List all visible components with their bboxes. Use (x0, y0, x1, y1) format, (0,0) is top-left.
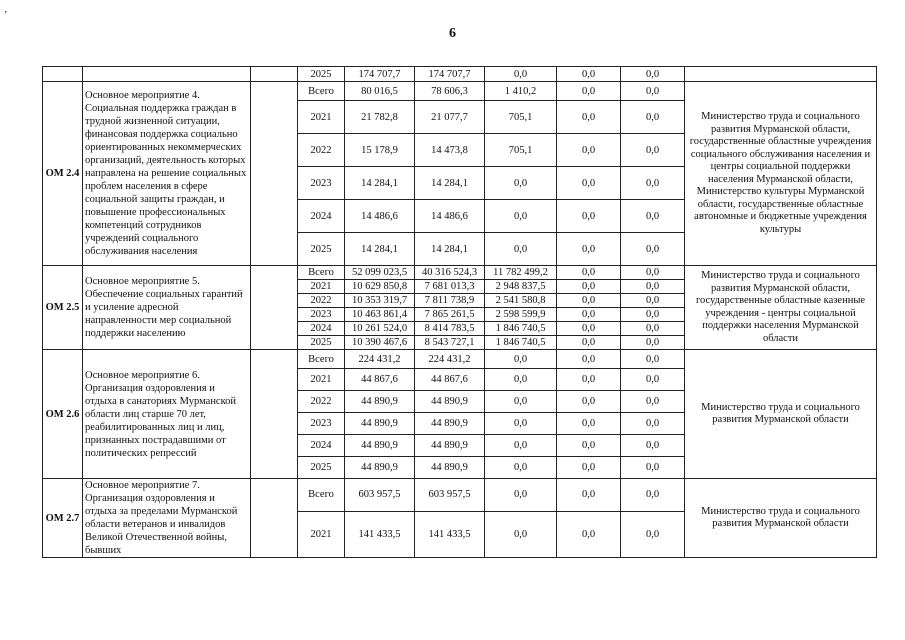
year-cell: 2021 (298, 511, 345, 557)
value-cell: 0,0 (621, 308, 685, 322)
value-cell: 603 957,5 (345, 479, 415, 512)
year-cell: 2025 (298, 67, 345, 82)
budget-table (42, 66, 877, 558)
value-cell: 7 865 261,5 (415, 308, 485, 322)
value-cell: 11 782 499,2 (485, 266, 557, 280)
value-cell: 15 178,9 (345, 134, 415, 167)
measure-code: ОМ 2.4 (43, 82, 83, 266)
year-cell: 2021 (298, 101, 345, 134)
value-cell: 0,0 (621, 457, 685, 479)
value-cell: 0,0 (557, 336, 621, 350)
value-cell: 2 598 599,9 (485, 308, 557, 322)
value-cell: 44 867,6 (415, 369, 485, 391)
value-cell: 14 486,6 (415, 200, 485, 233)
value-cell: 0,0 (621, 167, 685, 200)
value-cell: 2 541 580,8 (485, 294, 557, 308)
table-row (43, 479, 877, 512)
value-cell: 0,0 (485, 369, 557, 391)
value-cell: 14 473,8 (415, 134, 485, 167)
responsible-executor: Министерство труда и социального развития Мурманской области, государственные областные казенные учреждения - центры социальной поддержки населения Мурманской области (685, 266, 877, 350)
value-cell: 0,0 (621, 233, 685, 266)
value-cell: 0,0 (621, 413, 685, 435)
value-cell: 0,0 (557, 369, 621, 391)
responsible-cell (685, 67, 877, 82)
year-cell: 2024 (298, 435, 345, 457)
value-cell: 44 890,9 (415, 413, 485, 435)
value-cell: 7 811 738,9 (415, 294, 485, 308)
year-cell: 2022 (298, 134, 345, 167)
year-cell: 2025 (298, 233, 345, 266)
value-cell: 0,0 (557, 457, 621, 479)
value-cell: 1 846 740,5 (485, 336, 557, 350)
value-cell: 0,0 (485, 391, 557, 413)
blank-cell (251, 82, 298, 266)
value-cell: 0,0 (557, 101, 621, 134)
measure-description: Основное мероприятие 6. Организация оздоровления и отдыха в санаториях Мурманской области лиц старше 70 лет, реабилитированных лиц и лиц, признанных пострадавшими от политических репрессий (83, 350, 251, 479)
year-cell: Всего (298, 350, 345, 369)
value-cell: 174 707,7 (415, 67, 485, 82)
value-cell: 174 707,7 (345, 67, 415, 82)
value-cell: 7 681 013,3 (415, 280, 485, 294)
measure-code: ОМ 2.7 (43, 479, 83, 558)
year-cell: 2023 (298, 413, 345, 435)
year-cell: 2022 (298, 294, 345, 308)
value-cell: 0,0 (485, 413, 557, 435)
value-cell: 0,0 (557, 67, 621, 82)
year-cell: 2025 (298, 336, 345, 350)
year-cell: 2023 (298, 167, 345, 200)
year-cell: Всего (298, 266, 345, 280)
value-cell: 10 261 524,0 (345, 322, 415, 336)
value-cell: 44 890,9 (415, 391, 485, 413)
value-cell: 0,0 (557, 266, 621, 280)
value-cell: 705,1 (485, 134, 557, 167)
value-cell: 0,0 (621, 200, 685, 233)
value-cell: 224 431,2 (415, 350, 485, 369)
responsible-executor: Министерство труда и социального развития Мурманской области, государственные областные учреждения социального обслуживания населения и центры социальной поддержки населения Мурманской области, Министерство культуры Мурманской области, государственные областные автономные и бюджетные учреждения культуры (685, 82, 877, 266)
value-cell: 0,0 (557, 511, 621, 557)
year-cell: 2021 (298, 280, 345, 294)
value-cell: 0,0 (485, 350, 557, 369)
value-cell: 0,0 (485, 435, 557, 457)
value-cell: 0,0 (621, 82, 685, 101)
measure-code: ОМ 2.6 (43, 350, 83, 479)
value-cell: 0,0 (621, 67, 685, 82)
measure-description: Основное мероприятие 7. Организация оздоровления и отдыха за пределами Мурманской области ветеранов и инвалидов Великой Отечественной войны, бывших (83, 479, 251, 558)
value-cell: 705,1 (485, 101, 557, 134)
value-cell: 1 846 740,5 (485, 322, 557, 336)
value-cell: 44 867,6 (345, 369, 415, 391)
responsible-executor: Министерство труда и социального развития Мурманской области (685, 350, 877, 479)
value-cell: 14 284,1 (415, 167, 485, 200)
value-cell: 0,0 (485, 200, 557, 233)
measure-description: Основное мероприятие 5. Обеспечение социальных гарантий и усиление адресной направленности мер социальной поддержки населению (83, 266, 251, 350)
value-cell: 0,0 (557, 435, 621, 457)
value-cell: 141 433,5 (415, 511, 485, 557)
value-cell: 0,0 (485, 233, 557, 266)
value-cell: 0,0 (621, 294, 685, 308)
table-row (43, 67, 877, 82)
description-cell (83, 67, 251, 82)
value-cell: 0,0 (621, 511, 685, 557)
value-cell: 14 486,6 (345, 200, 415, 233)
value-cell: 0,0 (557, 322, 621, 336)
value-cell: 0,0 (557, 167, 621, 200)
year-cell: 2024 (298, 322, 345, 336)
page-number: 6 (449, 26, 456, 41)
value-cell: 10 353 319,7 (345, 294, 415, 308)
table-body (43, 67, 877, 558)
value-cell: 44 890,9 (415, 435, 485, 457)
year-cell: Всего (298, 479, 345, 512)
value-cell: 0,0 (557, 134, 621, 167)
value-cell: 0,0 (621, 266, 685, 280)
responsible-executor: Министерство труда и социального развития Мурманской области (685, 479, 877, 558)
margin-mark: ’ (4, 10, 8, 21)
value-cell: 0,0 (557, 413, 621, 435)
value-cell: 44 890,9 (345, 435, 415, 457)
value-cell: 0,0 (621, 101, 685, 134)
value-cell: 0,0 (621, 369, 685, 391)
value-cell: 0,0 (485, 167, 557, 200)
value-cell: 0,0 (557, 233, 621, 266)
value-cell: 14 284,1 (345, 167, 415, 200)
value-cell: 14 284,1 (345, 233, 415, 266)
value-cell: 0,0 (557, 200, 621, 233)
value-cell: 40 316 524,3 (415, 266, 485, 280)
blank-cell (251, 479, 298, 558)
value-cell: 10 390 467,6 (345, 336, 415, 350)
value-cell: 80 016,5 (345, 82, 415, 101)
table-row (43, 82, 877, 101)
value-cell: 0,0 (621, 479, 685, 512)
value-cell: 44 890,9 (345, 457, 415, 479)
value-cell: 10 463 861,4 (345, 308, 415, 322)
value-cell: 0,0 (485, 67, 557, 82)
measure-code: ОМ 2.5 (43, 266, 83, 350)
value-cell: 44 890,9 (345, 391, 415, 413)
value-cell: 8 543 727,1 (415, 336, 485, 350)
table-row (43, 350, 877, 369)
year-cell: 2022 (298, 391, 345, 413)
year-cell: 2024 (298, 200, 345, 233)
year-cell: Всего (298, 82, 345, 101)
value-cell: 0,0 (485, 479, 557, 512)
measure-description: Основное мероприятие 4. Социальная поддержка граждан в трудной жизненной ситуации, финансовая поддержка социально ориентированных некоммерческих организаций, деятельность которых направлена на решение социальных проблем населения в сфере социальной защиты граждан, и повышение профессиональных компетенций сотрудников учреждений социального обслуживания населения (83, 82, 251, 266)
year-cell: 2023 (298, 308, 345, 322)
year-cell: 2025 (298, 457, 345, 479)
value-cell: 141 433,5 (345, 511, 415, 557)
code-cell (43, 67, 83, 82)
value-cell: 44 890,9 (345, 413, 415, 435)
value-cell: 0,0 (557, 280, 621, 294)
value-cell: 2 948 837,5 (485, 280, 557, 294)
value-cell: 0,0 (621, 134, 685, 167)
value-cell: 10 629 850,8 (345, 280, 415, 294)
blank-cell (251, 67, 298, 82)
value-cell: 0,0 (557, 294, 621, 308)
value-cell: 21 782,8 (345, 101, 415, 134)
value-cell: 78 606,3 (415, 82, 485, 101)
value-cell: 14 284,1 (415, 233, 485, 266)
table-row (43, 266, 877, 280)
value-cell: 0,0 (621, 391, 685, 413)
value-cell: 0,0 (557, 350, 621, 369)
value-cell: 0,0 (621, 336, 685, 350)
blank-cell (251, 266, 298, 350)
value-cell: 0,0 (557, 479, 621, 512)
value-cell: 44 890,9 (415, 457, 485, 479)
value-cell: 0,0 (621, 280, 685, 294)
value-cell: 603 957,5 (415, 479, 485, 512)
value-cell: 0,0 (621, 322, 685, 336)
blank-cell (251, 350, 298, 479)
value-cell: 224 431,2 (345, 350, 415, 369)
value-cell: 0,0 (621, 435, 685, 457)
value-cell: 21 077,7 (415, 101, 485, 134)
value-cell: 0,0 (557, 82, 621, 101)
value-cell: 0,0 (485, 511, 557, 557)
value-cell: 1 410,2 (485, 82, 557, 101)
value-cell: 0,0 (485, 457, 557, 479)
year-cell: 2021 (298, 369, 345, 391)
value-cell: 0,0 (557, 391, 621, 413)
value-cell: 0,0 (621, 350, 685, 369)
value-cell: 0,0 (557, 308, 621, 322)
value-cell: 8 414 783,5 (415, 322, 485, 336)
value-cell: 52 099 023,5 (345, 266, 415, 280)
